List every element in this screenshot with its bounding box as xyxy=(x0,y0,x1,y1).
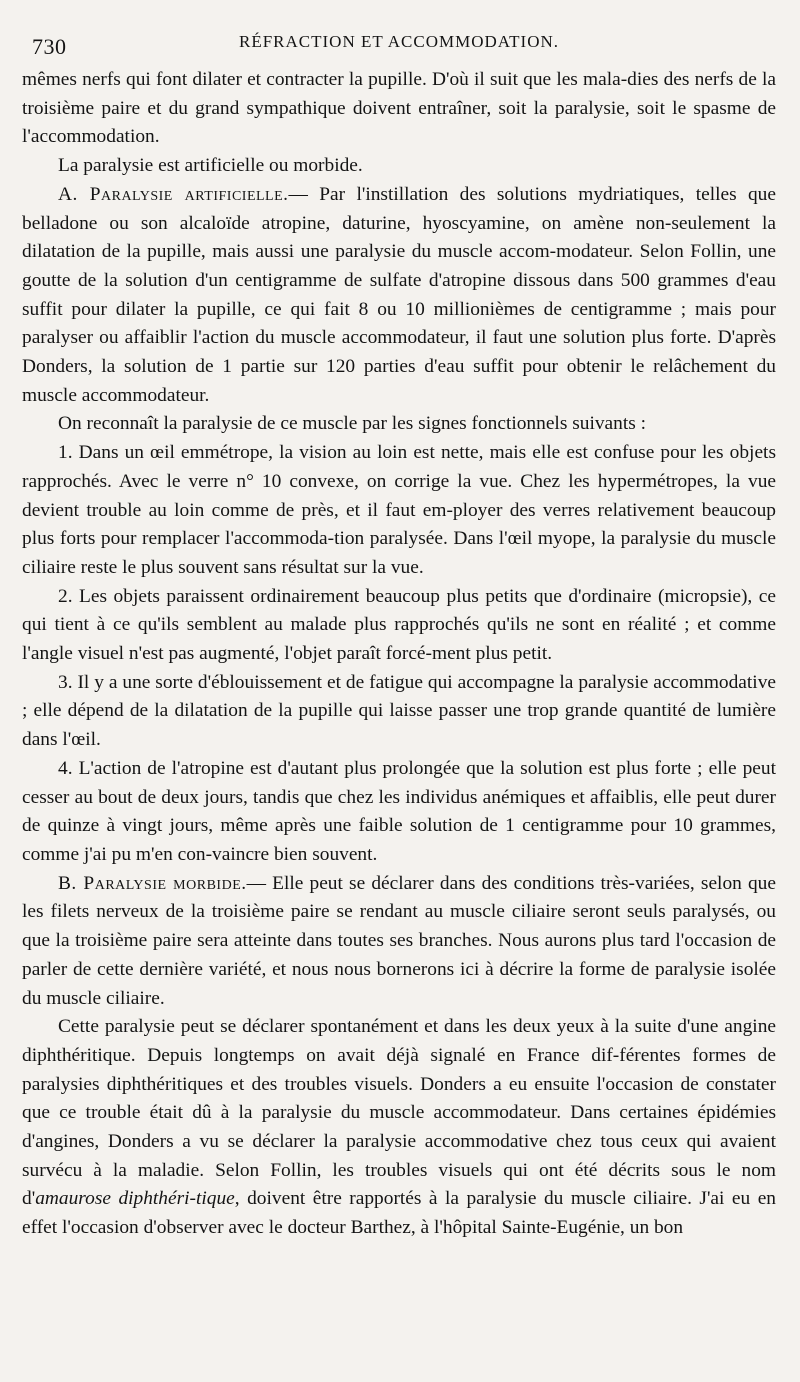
page-header xyxy=(22,26,776,66)
section-heading-artificial: A. Paralysie artificielle. xyxy=(58,183,289,205)
paragraph-text: Cette paralysie peut se déclarer spontanément et dans les deux yeux à la suite d'une angine diphthéritique. Depuis longtemps on avait déjà signalé en France dif-férentes formes de paralysies diphthéritiques et des troubles visuels. Donders a eu ensuite l'occasion de constater que ce trouble était dû à la paralysie du muscle accommodateur. Dans certaines épidémies d'angines, Donders a vu se déclarer la paralysie accommodative chez tous ceux qui avaient survécu à la maladie. Selon Follin, les troubles visuels qui ont été décrits sous le nom d' xyxy=(22,1016,776,1210)
running-title: RÉFRACTION ET ACCOMMODATION. xyxy=(238,32,559,51)
paragraph: La paralysie est artificielle ou morbide. xyxy=(58,155,363,177)
page-number: 730 xyxy=(32,34,67,59)
paragraph-morbid-paralysis xyxy=(22,870,776,1014)
paragraph-continuation: mêmes nerfs qui font dilater et contracter la pupille. D'où il suit que les mala-dies des nerfs de la troisième paire et du grand sympathique doivent entraîner, soit la paralysie, soit le spasme de l'accommodation. xyxy=(22,69,776,148)
section-heading-morbid: B. Paralysie morbide. xyxy=(58,872,247,894)
paragraph-sign-3: 3. Il y a une sorte d'éblouissement et de fatigue qui accompagne la paralysie accommodative ; elle dépend de la dilatation de la pupille qui laisse passer une trop grande quantité de lumière dans l'œil. xyxy=(22,671,776,751)
paragraph-text: — Elle peut se déclarer dans des conditions très-variées, selon que les filets nerveux de la troisième paire se rendant au muscle ciliaire seront seuls paralysés, ou que la troisième paire sera atteinte dans toutes ses branches. Nous aurons plus tard l'occasion de parler de cette dernière variété, et nous nous bornerons ici à décrire la forme de paralysie isolée du muscle ciliaire. xyxy=(22,872,776,1009)
paragraph: On reconnaît la paralysie de ce muscle par les signes fonctionnels suivants : xyxy=(58,413,647,435)
paragraph-artificial-paralysis xyxy=(22,181,776,411)
paragraph-sign-2: 2. Les objets paraissent ordinairement beaucoup plus petits que d'ordinaire (micropsie), ce qui tient à ce qu'ils semblent au malade plus rapprochés qu'ils ne sont en réalité ; et comme l'angle visuel n'est pas augmenté, l'objet paraît forcé-ment plus petit. xyxy=(22,585,776,665)
paragraph-sign-4: 4. L'action de l'atropine est d'autant plus prolongée que la solution est plus forte ; elle peut cesser au bout de deux jours, tandis que chez les individus anémiques et affaiblis, elle peut durer de quinze à vingt jours, même après une faible solution de 1 centigramme pour 10 grammes, comme j'ai pu m'en con-vaincre bien souvent. xyxy=(22,757,776,865)
paragraph-text: — Par l'instillation des solutions mydriatiques, telles que belladone ou son alcaloïde atropine, daturine, hyoscyamine, on amène non-seulement la dilatation de la pupille, mais aussi une paralysie du muscle accom-modateur. Selon Follin, une goutte de la solution d'un centigramme de sulfate d'atropine dissous dans 500 grammes d'eau suffit pour dilater la pupille, ce qui fait 8 ou 10 millionièmes de centigramme ; mais pour paralyser ou affaiblir l'action du muscle accommodateur, il faut une solution plus forte. D'après Donders, la solution de 1 partie sur 120 parties d'eau suffit pour obtenir le relâchement du muscle accommodateur. xyxy=(22,183,776,406)
paragraph-diphtheritic xyxy=(22,1013,776,1243)
paragraph-text: , doivent être rapportés à la paralysie du muscle ciliaire. J'ai eu en effet l'occasion d'observer avec le docteur Barthez, à l'hôpital Sainte-Eugénie, un bon xyxy=(22,1188,776,1239)
paragraph-sign-1: 1. Dans un œil emmétrope, la vision au loin est nette, mais elle est confuse pour les objets rapprochés. Avec le verre n° 10 convexe, on corrige la vue. Chez les hypermétropes, la vue devient trouble au loin comme de près, et il faut em-ployer des verres relativement beaucoup plus forts pour remplacer l'accommoda-tion paralysée. Dans l'œil myope, la paralysie du muscle ciliaire reste le plus souvent sans résultat sur la vue. xyxy=(22,442,776,578)
body-text xyxy=(22,66,776,1243)
italic-term: amaurose diphthéri-tique xyxy=(35,1188,235,1210)
